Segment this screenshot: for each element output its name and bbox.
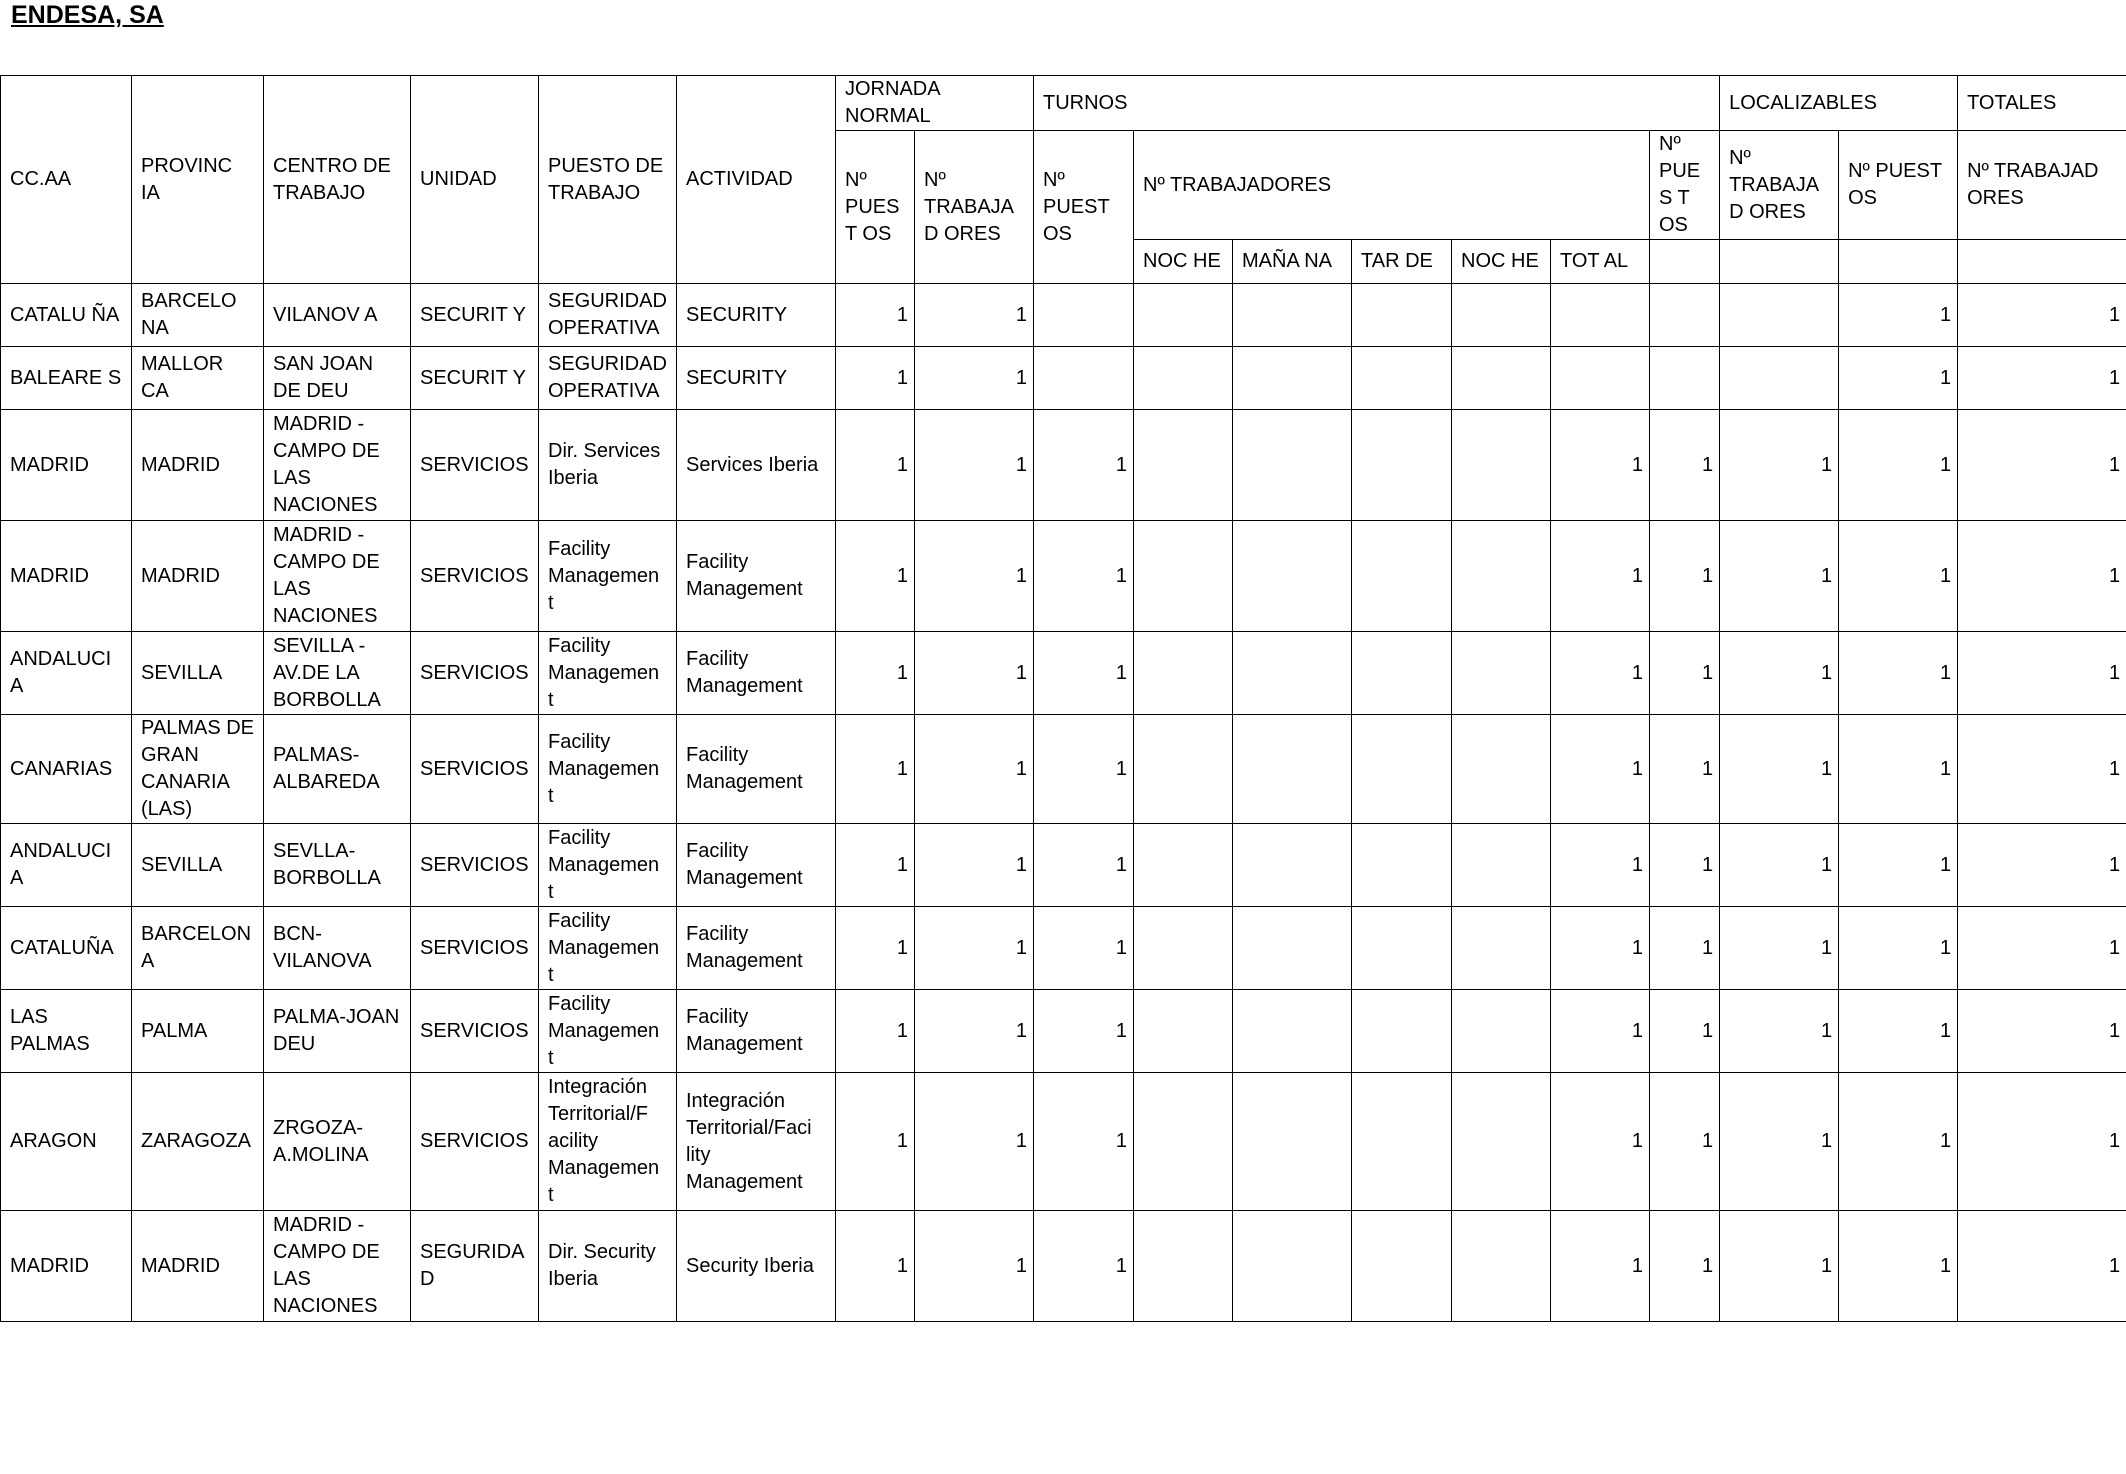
cell-to-trabajadores: 1	[1958, 824, 2126, 907]
cell-unidad: SERVICIOS	[411, 521, 539, 632]
header-ccaa: CC.AA	[1, 76, 132, 284]
cell-jn-trabajadores: 1	[915, 1073, 1034, 1211]
cell-jn-puestos: 1	[836, 410, 915, 521]
cell-unidad: SERVICIOS	[411, 824, 539, 907]
cell-actividad: Facility Management	[677, 715, 836, 824]
cell-tarde	[1352, 632, 1452, 715]
header-jn-trabajadores: Nº TRABAJAD ORES	[915, 131, 1034, 284]
cell-noche-2	[1452, 284, 1551, 347]
cell-noche-2	[1452, 521, 1551, 632]
cell-lo-trabajadores: 1	[1720, 632, 1839, 715]
cell-noche-1	[1134, 284, 1233, 347]
cell-tarde	[1352, 824, 1452, 907]
cell-to-puestos: 1	[1839, 1211, 1958, 1322]
cell-jn-trabajadores: 1	[915, 521, 1034, 632]
cell-lo-trabajadores: 1	[1720, 1073, 1839, 1211]
header-to-puestos: Nº PUEST OS	[1839, 131, 1958, 240]
cell-lo-trabajadores: 1	[1720, 1211, 1839, 1322]
cell-actividad: Security Iberia	[677, 1211, 836, 1322]
header-totales: TOTALES	[1958, 76, 2126, 131]
table-row	[1, 990, 2126, 1073]
cell-unidad: SECURIT Y	[411, 284, 539, 347]
cell-total: 1	[1551, 632, 1650, 715]
cell-unidad: SERVICIOS	[411, 715, 539, 824]
cell-jn-puestos: 1	[836, 824, 915, 907]
cell-tu-puestos: 1	[1034, 521, 1134, 632]
cell-to-trabajadores: 1	[1958, 1211, 2126, 1322]
table-row	[1, 347, 2126, 410]
table-row	[1, 284, 2126, 347]
cell-actividad: Integración Territorial/Faci lity Management	[677, 1073, 836, 1211]
cell-actividad: Facility Management	[677, 907, 836, 990]
cell-jn-puestos: 1	[836, 907, 915, 990]
document-title: ENDESA, SA	[11, 1, 164, 29]
header-tarde: TAR DE	[1352, 240, 1452, 284]
cell-ccaa: MADRID	[1, 1211, 132, 1322]
cell-noche-2	[1452, 1073, 1551, 1211]
cell-unidad: SERVICIOS	[411, 1073, 539, 1211]
cell-provincia: MADRID	[132, 1211, 264, 1322]
cell-tarde	[1352, 410, 1452, 521]
cell-jn-trabajadores: 1	[915, 990, 1034, 1073]
header-noche-2: NOC HE	[1452, 240, 1551, 284]
table-row	[1, 410, 2126, 521]
cell-puesto: SEGURIDAD OPERATIVA	[539, 347, 677, 410]
cell-actividad: SECURITY	[677, 347, 836, 410]
cell-noche-1	[1134, 410, 1233, 521]
table-row	[1, 521, 2126, 632]
cell-provincia: MADRID	[132, 410, 264, 521]
cell-provincia: BARCELO NA	[132, 284, 264, 347]
table-row	[1, 1211, 2126, 1322]
cell-noche-2	[1452, 1211, 1551, 1322]
cell-noche-1	[1134, 1211, 1233, 1322]
cell-lo-trabajadores: 1	[1720, 990, 1839, 1073]
cell-lo-puestos	[1650, 284, 1720, 347]
cell-tarde	[1352, 284, 1452, 347]
cell-manana	[1233, 347, 1352, 410]
header-jornada-normal: JORNADA NORMAL	[836, 76, 1034, 131]
cell-centro: PALMAS- ALBAREDA	[264, 715, 411, 824]
cell-tarde	[1352, 1211, 1452, 1322]
header-centro-trabajo: CENTRO DE TRABAJO	[264, 76, 411, 284]
cell-puesto: Dir. Services Iberia	[539, 410, 677, 521]
cell-tarde	[1352, 1073, 1452, 1211]
cell-tu-puestos: 1	[1034, 1211, 1134, 1322]
cell-noche-1	[1134, 1073, 1233, 1211]
cell-provincia: ZARAGOZA	[132, 1073, 264, 1211]
cell-lo-trabajadores: 1	[1720, 521, 1839, 632]
cell-lo-trabajadores: 1	[1720, 715, 1839, 824]
table-row	[1, 824, 2126, 907]
cell-manana	[1233, 824, 1352, 907]
cell-noche-2	[1452, 907, 1551, 990]
cell-actividad: Facility Management	[677, 632, 836, 715]
cell-noche-2	[1452, 347, 1551, 410]
cell-ccaa: MADRID	[1, 410, 132, 521]
header-unidad: UNIDAD	[411, 76, 539, 284]
cell-to-trabajadores: 1	[1958, 632, 2126, 715]
header-provincia: PROVINC IA	[132, 76, 264, 284]
cell-jn-puestos: 1	[836, 632, 915, 715]
cell-noche-1	[1134, 347, 1233, 410]
header-tu-trabajadores: Nº TRABAJADORES	[1134, 131, 1650, 240]
cell-jn-trabajadores: 1	[915, 347, 1034, 410]
cell-tarde	[1352, 715, 1452, 824]
header-lo-blank-2	[1720, 240, 1839, 284]
cell-jn-trabajadores: 1	[915, 410, 1034, 521]
cell-noche-2	[1452, 990, 1551, 1073]
header-to-trabajadores: Nº TRABAJAD ORES	[1958, 131, 2126, 240]
cell-ccaa: ARAGON	[1, 1073, 132, 1211]
cell-jn-puestos: 1	[836, 715, 915, 824]
cell-unidad: SERVICIOS	[411, 410, 539, 521]
cell-to-puestos: 1	[1839, 410, 1958, 521]
cell-actividad: Facility Management	[677, 990, 836, 1073]
cell-tarde	[1352, 521, 1452, 632]
cell-to-trabajadores: 1	[1958, 410, 2126, 521]
cell-lo-trabajadores	[1720, 284, 1839, 347]
cell-puesto: Facility Managemen t	[539, 824, 677, 907]
cell-lo-puestos: 1	[1650, 410, 1720, 521]
header-puesto-trabajo: PUESTO DE TRABAJO	[539, 76, 677, 284]
cell-ccaa: CATALUÑA	[1, 907, 132, 990]
cell-jn-trabajadores: 1	[915, 824, 1034, 907]
cell-manana	[1233, 521, 1352, 632]
cell-noche-1	[1134, 521, 1233, 632]
cell-unidad: SERVICIOS	[411, 990, 539, 1073]
cell-lo-puestos: 1	[1650, 632, 1720, 715]
cell-jn-trabajadores: 1	[915, 715, 1034, 824]
cell-puesto: Facility Managemen t	[539, 632, 677, 715]
cell-noche-2	[1452, 715, 1551, 824]
cell-manana	[1233, 1211, 1352, 1322]
cell-manana	[1233, 410, 1352, 521]
cell-manana	[1233, 715, 1352, 824]
cell-provincia: PALMAS DE GRAN CANARIA (LAS)	[132, 715, 264, 824]
cell-total: 1	[1551, 990, 1650, 1073]
cell-tu-puestos: 1	[1034, 907, 1134, 990]
cell-tu-puestos: 1	[1034, 410, 1134, 521]
cell-tarde	[1352, 990, 1452, 1073]
cell-centro: SEVLLA- BORBOLLA	[264, 824, 411, 907]
table-row	[1, 907, 2126, 990]
cell-puesto: Facility Managemen t	[539, 907, 677, 990]
cell-tu-puestos: 1	[1034, 990, 1134, 1073]
header-actividad: ACTIVIDAD	[677, 76, 836, 284]
cell-centro: BCN- VILANOVA	[264, 907, 411, 990]
cell-jn-trabajadores: 1	[915, 1211, 1034, 1322]
header-total: TOT AL	[1551, 240, 1650, 284]
cell-provincia: MALLOR CA	[132, 347, 264, 410]
cell-unidad: SECURIT Y	[411, 347, 539, 410]
header-manana: MAÑA NA	[1233, 240, 1352, 284]
cell-tu-puestos: 1	[1034, 715, 1134, 824]
header-lo-trabajadores: Nº TRABAJAD ORES	[1720, 131, 1839, 240]
cell-noche-1	[1134, 824, 1233, 907]
cell-lo-puestos: 1	[1650, 715, 1720, 824]
cell-manana	[1233, 1073, 1352, 1211]
table-row	[1, 1073, 2126, 1211]
cell-tu-puestos	[1034, 347, 1134, 410]
cell-noche-1	[1134, 907, 1233, 990]
cell-jn-puestos: 1	[836, 1211, 915, 1322]
cell-puesto: Facility Managemen t	[539, 521, 677, 632]
cell-manana	[1233, 990, 1352, 1073]
cell-lo-puestos: 1	[1650, 824, 1720, 907]
header-to-blank-2	[1958, 240, 2126, 284]
cell-jn-puestos: 1	[836, 1073, 915, 1211]
cell-centro: VILANOV A	[264, 284, 411, 347]
cell-tu-puestos	[1034, 284, 1134, 347]
header-noche-1: NOC HE	[1134, 240, 1233, 284]
cell-provincia: SEVILLA	[132, 632, 264, 715]
cell-provincia: SEVILLA	[132, 824, 264, 907]
cell-to-trabajadores: 1	[1958, 347, 2126, 410]
cell-unidad: SERVICIOS	[411, 907, 539, 990]
cell-to-puestos: 1	[1839, 990, 1958, 1073]
cell-puesto: Facility Managemen t	[539, 990, 677, 1073]
cell-noche-2	[1452, 824, 1551, 907]
cell-total: 1	[1551, 1073, 1650, 1211]
cell-actividad: Services Iberia	[677, 410, 836, 521]
cell-ccaa: ANDALUCIA	[1, 632, 132, 715]
cell-centro: MADRID - CAMPO DE LAS NACIONES	[264, 1211, 411, 1322]
cell-centro: SAN JOAN DE DEU	[264, 347, 411, 410]
cell-ccaa: CANARIAS	[1, 715, 132, 824]
cell-tu-puestos: 1	[1034, 1073, 1134, 1211]
cell-puesto: Dir. Security Iberia	[539, 1211, 677, 1322]
cell-ccaa: CATALU ÑA	[1, 284, 132, 347]
cell-to-puestos: 1	[1839, 347, 1958, 410]
cell-lo-trabajadores: 1	[1720, 824, 1839, 907]
cell-puesto: Integración Territorial/F acility Managemen t	[539, 1073, 677, 1211]
cell-centro: SEVILLA - AV.DE LA BORBOLLA	[264, 632, 411, 715]
cell-to-trabajadores: 1	[1958, 1073, 2126, 1211]
cell-ccaa: LAS PALMAS	[1, 990, 132, 1073]
cell-to-puestos: 1	[1839, 284, 1958, 347]
cell-lo-puestos: 1	[1650, 1211, 1720, 1322]
cell-total	[1551, 284, 1650, 347]
cell-total: 1	[1551, 824, 1650, 907]
cell-centro: ZRGOZA- A.MOLINA	[264, 1073, 411, 1211]
cell-jn-puestos: 1	[836, 347, 915, 410]
cell-jn-trabajadores: 1	[915, 632, 1034, 715]
cell-ccaa: ANDALUCIA	[1, 824, 132, 907]
cell-to-trabajadores: 1	[1958, 284, 2126, 347]
cell-to-trabajadores: 1	[1958, 990, 2126, 1073]
cell-manana	[1233, 632, 1352, 715]
header-row-groups	[1, 76, 2126, 131]
cell-total: 1	[1551, 907, 1650, 990]
cell-centro: MADRID - CAMPO DE LAS NACIONES	[264, 521, 411, 632]
cell-lo-trabajadores: 1	[1720, 410, 1839, 521]
cell-actividad: Facility Management	[677, 824, 836, 907]
cell-tarde	[1352, 347, 1452, 410]
cell-to-puestos: 1	[1839, 1073, 1958, 1211]
header-tu-puestos: Nº PUEST OS	[1034, 131, 1134, 284]
cell-to-puestos: 1	[1839, 632, 1958, 715]
cell-ccaa: MADRID	[1, 521, 132, 632]
cell-lo-trabajadores	[1720, 347, 1839, 410]
cell-unidad: SEGURIDAD	[411, 1211, 539, 1322]
header-turnos: TURNOS	[1034, 76, 1720, 131]
cell-lo-puestos: 1	[1650, 907, 1720, 990]
cell-total: 1	[1551, 715, 1650, 824]
cell-manana	[1233, 284, 1352, 347]
cell-actividad: SECURITY	[677, 284, 836, 347]
table-row	[1, 632, 2126, 715]
header-localizables: LOCALIZABLES	[1720, 76, 1958, 131]
cell-jn-trabajadores: 1	[915, 284, 1034, 347]
cell-to-puestos: 1	[1839, 715, 1958, 824]
cell-actividad: Facility Management	[677, 521, 836, 632]
cell-tu-puestos: 1	[1034, 824, 1134, 907]
cell-puesto: Facility Managemen t	[539, 715, 677, 824]
cell-provincia: PALMA	[132, 990, 264, 1073]
cell-tarde	[1352, 907, 1452, 990]
cell-jn-puestos: 1	[836, 990, 915, 1073]
cell-jn-trabajadores: 1	[915, 907, 1034, 990]
cell-provincia: BARCELONA	[132, 907, 264, 990]
cell-to-puestos: 1	[1839, 824, 1958, 907]
cell-lo-puestos: 1	[1650, 521, 1720, 632]
cell-to-trabajadores: 1	[1958, 715, 2126, 824]
cell-total: 1	[1551, 521, 1650, 632]
cell-noche-2	[1452, 632, 1551, 715]
cell-provincia: MADRID	[132, 521, 264, 632]
cell-noche-1	[1134, 990, 1233, 1073]
cell-centro: PALMA-JOAN DEU	[264, 990, 411, 1073]
cell-tu-puestos: 1	[1034, 632, 1134, 715]
staffing-table	[0, 75, 2126, 1322]
cell-puesto: SEGURIDAD OPERATIVA	[539, 284, 677, 347]
cell-noche-1	[1134, 715, 1233, 824]
cell-total: 1	[1551, 1211, 1650, 1322]
cell-noche-2	[1452, 410, 1551, 521]
header-lo-blank-1	[1650, 240, 1720, 284]
cell-lo-puestos	[1650, 347, 1720, 410]
header-lo-puestos: Nº PUES T OS	[1650, 131, 1720, 240]
cell-noche-1	[1134, 632, 1233, 715]
cell-jn-puestos: 1	[836, 284, 915, 347]
cell-lo-trabajadores: 1	[1720, 907, 1839, 990]
cell-jn-puestos: 1	[836, 521, 915, 632]
cell-centro: MADRID - CAMPO DE LAS NACIONES	[264, 410, 411, 521]
cell-total: 1	[1551, 410, 1650, 521]
cell-lo-puestos: 1	[1650, 990, 1720, 1073]
cell-to-trabajadores: 1	[1958, 521, 2126, 632]
cell-to-puestos: 1	[1839, 907, 1958, 990]
header-to-blank-1	[1839, 240, 1958, 284]
cell-unidad: SERVICIOS	[411, 632, 539, 715]
cell-manana	[1233, 907, 1352, 990]
cell-ccaa: BALEARE S	[1, 347, 132, 410]
header-jn-puestos: Nº PUEST OS	[836, 131, 915, 284]
cell-lo-puestos: 1	[1650, 1073, 1720, 1211]
cell-to-puestos: 1	[1839, 521, 1958, 632]
table-row	[1, 715, 2126, 824]
cell-total	[1551, 347, 1650, 410]
cell-to-trabajadores: 1	[1958, 907, 2126, 990]
